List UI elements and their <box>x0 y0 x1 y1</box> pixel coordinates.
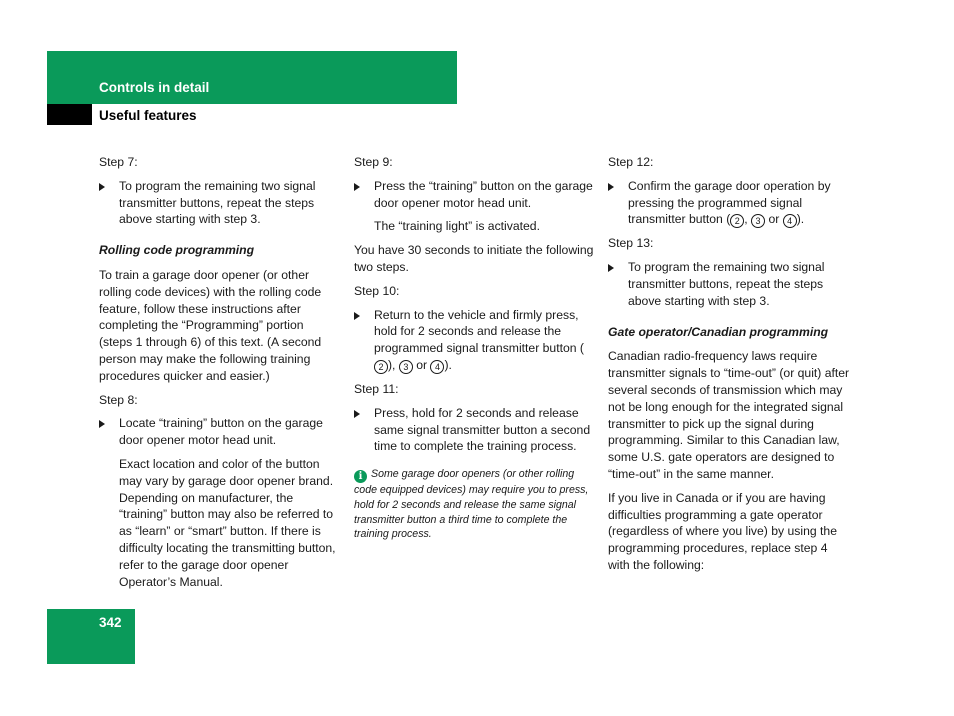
step-10-instruction <box>354 307 594 374</box>
step-10-end: ). <box>444 357 452 372</box>
info-note-text: Some garage door openers (or other rolling code equipped devices) may require you to press, hold for 2 seconds and release the same signal transmitter button a third time to complete the training process. <box>354 468 589 541</box>
step-8-text: Locate “training” button on the garage door opener motor head unit. <box>119 416 323 448</box>
gate-operator-paragraph-2: If you live in Canada or if you are having difficulties programming a gate operator (regardless of where you live) by using the programming procedures, replace step 4 with the following: <box>608 490 837 572</box>
step-10-text: Return to the vehicle and firmly press, hold for 2 seconds and release the programmed signal transmitter button ( <box>374 307 584 356</box>
info-icon: i <box>354 470 367 483</box>
subsection-title: Useful features <box>99 108 197 123</box>
step-10-or: or <box>416 357 428 372</box>
button-4-icon: 4 <box>783 214 797 228</box>
column-2 <box>354 154 594 542</box>
bullet-arrow-icon <box>99 420 105 428</box>
column-1 <box>99 154 339 597</box>
info-note <box>354 467 594 542</box>
button-2-icon: 2 <box>374 360 388 374</box>
page-number: 342 <box>99 615 122 630</box>
step-7-instruction <box>99 178 339 228</box>
button-4-icon: 4 <box>430 360 444 374</box>
step-9-instruction <box>354 178 594 212</box>
step-9-text: Press the “training” button on the garage door opener motor head unit. <box>374 178 593 210</box>
step-12-or: or <box>768 212 780 227</box>
section-title: Controls in detail <box>99 80 210 95</box>
gate-operator-heading: Gate operator/Canadian programming <box>608 324 829 339</box>
step-12-text: Confirm the garage door operation by pressing the programmed signal transmitter button ( <box>628 178 831 227</box>
bullet-arrow-icon <box>608 183 614 191</box>
step-11-text: Press, hold for 2 seconds and release same signal transmitter button a second time to complete the training process. <box>374 405 591 454</box>
bullet-arrow-icon <box>354 410 360 418</box>
step-13-instruction <box>608 259 850 309</box>
section-tab <box>47 104 92 125</box>
button-3-icon: 3 <box>751 214 765 228</box>
bullet-arrow-icon <box>99 183 105 191</box>
button-2-icon: 2 <box>730 214 744 228</box>
step-9-detail: The “training light” is activated. <box>374 219 540 234</box>
rolling-code-heading: Rolling code programming <box>99 243 255 258</box>
step-7-label: Step 7: <box>99 155 138 169</box>
step-12-label: Step 12: <box>608 155 654 169</box>
header-bar <box>47 51 457 104</box>
column-3 <box>608 154 850 581</box>
bullet-arrow-icon <box>354 312 360 320</box>
button-3-icon: 3 <box>399 360 413 374</box>
step-13-text: To program the remaining two signal transmitter buttons, repeat the steps above starting with step 3. <box>628 260 825 308</box>
step-8-label: Step 8: <box>99 392 138 407</box>
step-11-instruction <box>354 405 594 455</box>
step-10-label: Step 10: <box>354 283 400 298</box>
step-12-instruction: Confirm the garage door operation by pressing the programmed signal transmitter button ( 2 , 3 or 4 ). <box>608 178 850 229</box>
step-7-text: To program the remaining two signal transmitter buttons, repeat the steps above starting with step 3. <box>119 178 316 227</box>
bullet-arrow-icon <box>354 183 360 191</box>
step-8-detail: Exact location and color of the button may vary by garage door opener brand. Depending on manufacturer, the “training” button may also be referred to as “learn” or “smart” button. If there is difficulty locating the transmitting button, refer to the garage door opener Operator’s Manual. <box>119 456 336 589</box>
step-11-label: Step 11: <box>354 381 399 396</box>
step-12-end: ). <box>796 212 805 227</box>
page-number-bar <box>47 609 135 664</box>
step-10-comma: ), <box>388 357 396 372</box>
rolling-code-paragraph: To train a garage door opener (or other rolling code devices) with the rolling code feature, follow these instructions after completing the “Programming” portion (steps 1 through 6) of this text. (A second person may make the following training procedures quicker and easier.) <box>99 267 322 383</box>
thirty-seconds-paragraph: You have 30 seconds to initiate the following two steps. <box>354 243 594 274</box>
bullet-arrow-icon <box>608 264 614 272</box>
step-13-label: Step 13: <box>608 236 654 251</box>
step-8-instruction <box>99 415 339 449</box>
step-9-label: Step 9: <box>354 155 393 169</box>
gate-operator-paragraph-1: Canadian radio-frequency laws require transmitter signals to “time-out” (or quit) after several seconds of transmission which may not be long enough for the integrated signal transmitter to pick up the signal during programming. Similar to this Canadian law, some U.S. gate operators are designed to “time-out” in the same manner. <box>608 349 850 481</box>
